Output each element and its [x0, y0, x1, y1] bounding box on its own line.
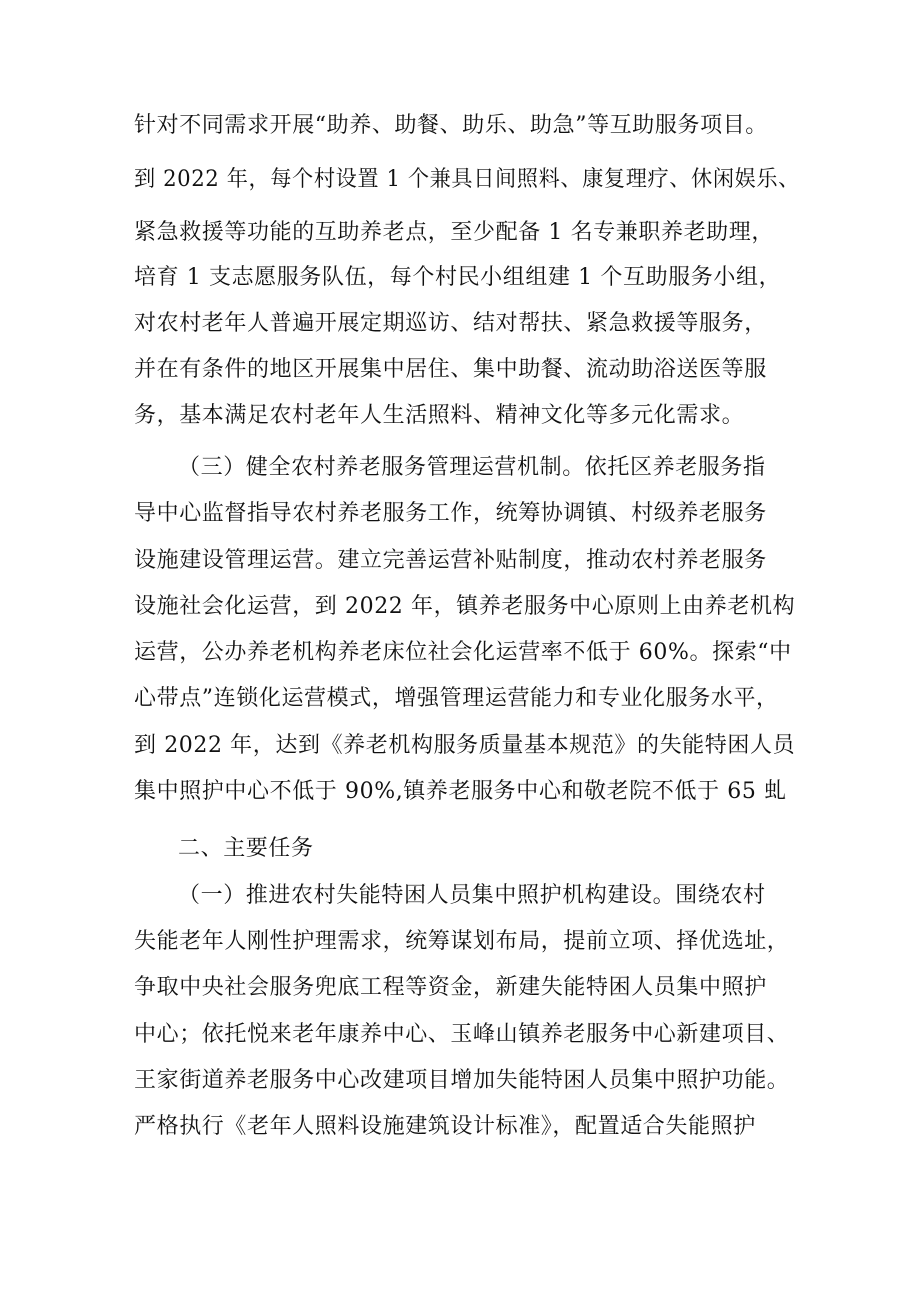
paragraph-line: 心带点”连锁化运营模式，增强管理运营能力和专业化服务水平，: [134, 686, 779, 711]
paragraph-line: 对农村老年人普遍开展定期巡访、结对帮扶、紧急救援等服务，: [134, 311, 767, 336]
paragraph-line: 到 2022 年，每个村设置 1 个兼具日间照料、康复理疗、休闲娱乐、: [134, 167, 800, 192]
paragraph-line: 中心；依托悦来老年康养中心、玉峰山镇养老服务中心新建项目、: [134, 1022, 790, 1047]
paragraph-line: 并在有条件的地区开展集中居住、集中助餐、流动助浴送医等服: [134, 357, 767, 382]
paragraph-line: 王家街道养老服务中心改建项目增加失能特困人员集中照护功能。: [134, 1068, 790, 1093]
paragraph-line: 失能老年人刚性护理需求，统筹谋划布局，提前立项、择优选址，: [134, 929, 790, 954]
paragraph-line: 导中心监督指导农村养老服务工作，统筹协调镇、村级养老服务: [134, 501, 767, 526]
paragraph-line: 务，基本满足农村老年人生活照料、精神文化等多元化需求。: [134, 403, 745, 428]
paragraph-line: 设施社会化运营，到 2022 年，镇养老服务中心原则上由养老机构: [134, 594, 796, 619]
paragraph-line: 培育 1 支志愿服务队伍，每个村民小组组建 1 个互助服务小组，: [134, 265, 782, 290]
paragraph-line: 紧急救援等功能的互助养老点，至少配备 1 名专兼职养老助理，: [134, 220, 774, 245]
paragraph-line: 针对不同需求开展“助养、助餐、助乐、助急”等互助服务项目。: [134, 113, 768, 138]
paragraph-line: 争取中央社会服务兜底工程等资金，新建失能特困人员集中照护: [134, 975, 767, 1000]
section-heading-line: （三）健全农村养老服务管理运营机制。依托区养老服务指: [178, 455, 766, 480]
paragraph-line: 运营，公办养老机构养老床位社会化运营率不低于 60%。探索“中: [134, 640, 792, 665]
chapter-heading: 二、主要任务: [178, 836, 314, 861]
paragraph-line: 集中照护中心不低于 90%,镇养老服务中心和敬老院不低于 65 虬: [134, 779, 787, 804]
paragraph-line: 到 2022 年，达到《养老机构服务质量基本规范》的失能特困人员: [134, 733, 796, 758]
paragraph-line: 严格执行《老年人照料设施建筑设计标准》，配置适合失能照护: [134, 1114, 756, 1139]
paragraph-line: 设施建设管理运营。建立完善运营补贴制度，推动农村养老服务: [134, 548, 767, 573]
section-heading-line: （一）推进农村失能特困人员集中照护机构建设。围绕农村: [178, 883, 766, 908]
